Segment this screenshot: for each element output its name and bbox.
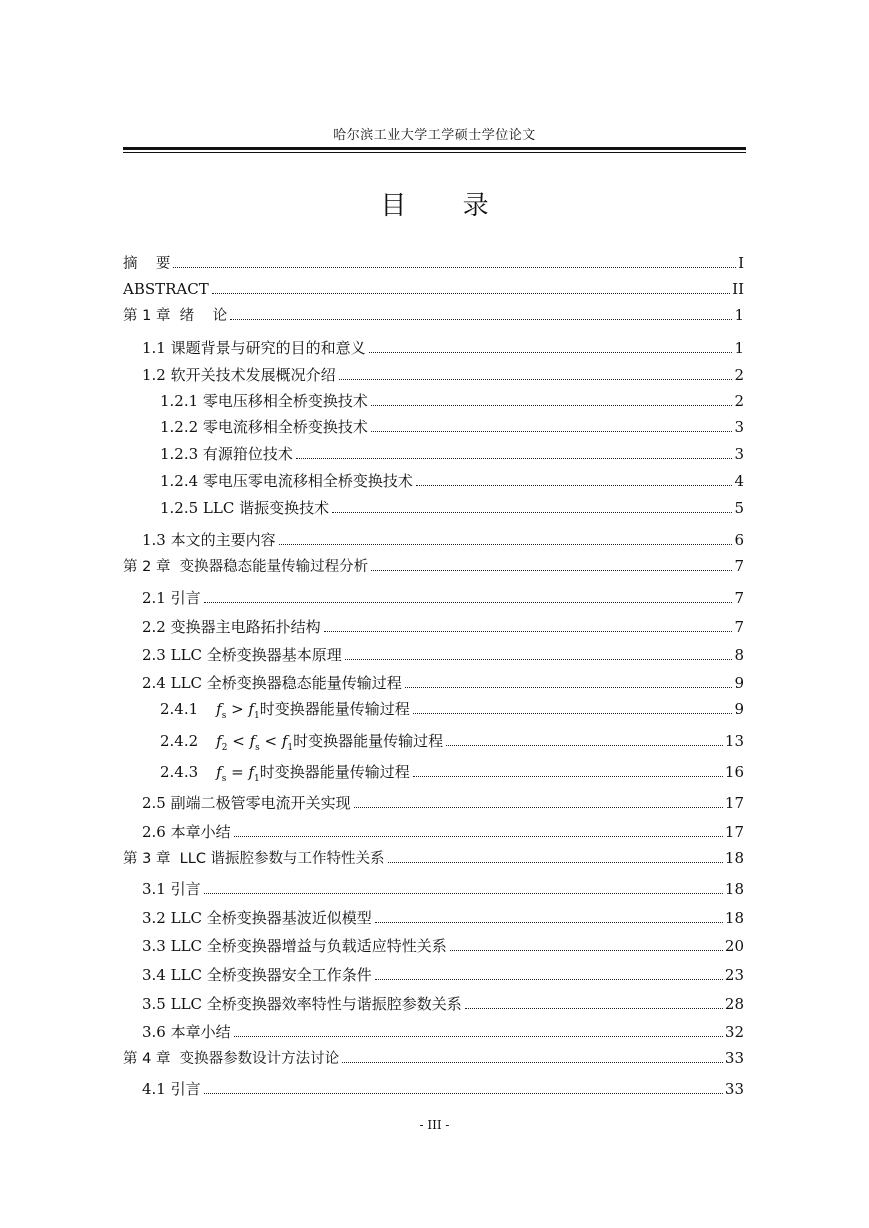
leader-dots [234, 836, 723, 837]
toc-entry[interactable] [123, 555, 744, 577]
toc-entry-suffix: 时变换器能量传输过程 [259, 700, 410, 718]
toc-entry[interactable] [142, 587, 744, 609]
toc-entry-page: 1 [734, 339, 744, 357]
toc-entry-label: 2.4 LLC 全桥变换器稳态能量传输过程 [142, 674, 402, 692]
toc-entry-label: ABSTRACT [123, 280, 209, 298]
leader-dots [465, 1008, 723, 1009]
leader-dots [230, 319, 732, 320]
toc-entry-label: 2.4.1 [160, 700, 199, 718]
toc-entry-suffix: 时变换器能量传输过程 [293, 732, 444, 750]
toc-entry-page: 2 [734, 392, 744, 410]
leader-dots [332, 512, 732, 513]
toc-entry-page: 7 [734, 589, 744, 607]
toc-entry[interactable] [123, 278, 744, 300]
toc-entry-page: 33 [724, 1080, 744, 1098]
leader-dots [342, 1062, 723, 1063]
toc-entry[interactable] [142, 672, 744, 694]
toc-entry[interactable] [160, 761, 744, 783]
toc-entry-page: 32 [724, 1023, 744, 1041]
toc-entry[interactable] [142, 616, 744, 638]
toc-entry[interactable] [142, 878, 744, 900]
leader-dots [416, 485, 733, 486]
toc-entry-label: 3.4 LLC 全桥变换器安全工作条件 [142, 966, 372, 984]
toc-entry-label: 1.2 软开关技术发展概况介绍 [142, 366, 336, 384]
leader-dots [212, 293, 730, 294]
toc-entry-label: 2.4.3 [160, 763, 199, 781]
leader-dots [369, 352, 733, 353]
toc-entry-page: 20 [724, 937, 744, 955]
toc-entry-label: 1.2.1 零电压移相全桥变换技术 [160, 392, 368, 410]
toc-entry-page: 9 [734, 700, 744, 718]
toc-entry-label: 第 4 章 变换器参数设计方法讨论 [123, 1051, 340, 1067]
toc-entry[interactable] [142, 1021, 744, 1043]
leader-dots [371, 431, 733, 432]
toc-entry-page: 16 [724, 763, 744, 781]
toc-entry-label: 3.5 LLC 全桥变换器效率特性与谐振腔参数关系 [142, 995, 462, 1013]
leader-dots [296, 458, 733, 459]
leader-dots [339, 379, 733, 380]
toc-entry-page: 3 [734, 445, 744, 463]
leader-dots [173, 267, 736, 268]
toc-entry-label: 3.2 LLC 全桥变换器基波近似模型 [142, 909, 372, 927]
toc-entry-page: 17 [724, 823, 744, 841]
leader-dots [413, 713, 733, 714]
toc-entry[interactable] [142, 644, 744, 666]
leader-dots [204, 893, 723, 894]
toc-entry-page: I [738, 254, 744, 272]
toc-entry-page: 8 [734, 646, 744, 664]
toc-entry-label: 4.1 引言 [142, 1080, 201, 1098]
toc-entry-page: 17 [724, 794, 744, 812]
leader-dots [354, 807, 723, 808]
leader-dots [405, 687, 733, 688]
toc-entry-label: 2.2 变换器主电路拓扑结构 [142, 618, 321, 636]
leader-dots [204, 1093, 723, 1094]
page-number: - III - [419, 1118, 450, 1132]
toc-entry-page: 33 [724, 1049, 744, 1067]
toc-entry-label: 第 1 章 绪 论 [123, 308, 228, 324]
toc-entry[interactable] [142, 337, 744, 359]
toc-entry[interactable] [142, 964, 744, 986]
toc-entry-formula: $f_2 < f_s < f_1$ [216, 732, 294, 753]
toc-entry-label: 第 3 章 LLC 谐振腔参数与工作特性关系 [123, 851, 385, 867]
toc-entry-label: 2.3 LLC 全桥变换器基本原理 [142, 646, 342, 664]
toc-entry[interactable] [142, 529, 744, 551]
leader-dots [345, 659, 733, 660]
toc-entry-label: 摘 要 [123, 256, 171, 272]
toc-entry-page: 13 [724, 732, 744, 750]
toc-entry[interactable] [123, 1047, 744, 1069]
toc-entry-page: 2 [734, 366, 744, 384]
toc-entry-label: 1.3 本文的主要内容 [142, 531, 276, 549]
toc-entry-label: 1.2.5 LLC 谐振变换技术 [160, 499, 330, 517]
toc-entry[interactable] [160, 390, 744, 412]
leader-dots [371, 570, 732, 571]
toc-entry[interactable] [160, 470, 744, 492]
leader-dots [204, 602, 733, 603]
toc-entry[interactable] [142, 907, 744, 929]
toc-entry[interactable] [142, 993, 744, 1015]
toc-entry-page: 6 [734, 531, 744, 549]
toc-entry-page: 4 [734, 472, 744, 490]
toc-entry-page: 18 [724, 880, 744, 898]
leader-dots [279, 544, 733, 545]
toc-entry-page: 3 [734, 418, 744, 436]
toc-entry-page: 18 [724, 849, 744, 867]
toc-entry[interactable] [142, 364, 744, 386]
toc-entry[interactable] [142, 935, 744, 957]
toc-entry-label: 第 2 章 变换器稳态能量传输过程分析 [123, 559, 369, 575]
toc-entry[interactable] [160, 416, 744, 438]
toc-entry-label: 3.6 本章小结 [142, 1023, 231, 1041]
toc-entry-suffix: 时变换器能量传输过程 [259, 763, 410, 781]
toc-entry-page: II [732, 280, 744, 298]
leader-dots [324, 631, 733, 632]
toc-entry-label: 2.5 副端二极管零电流开关实现 [142, 794, 351, 812]
toc-entry-page: 5 [734, 499, 744, 517]
toc-entry-formula: $f_s > f_1$ [216, 700, 260, 721]
toc-entry-page: 1 [734, 306, 744, 324]
toc-entry-page: 7 [734, 557, 744, 575]
toc-entry-label: 1.2.3 有源箝位技术 [160, 445, 293, 463]
toc-entry-label: 3.3 LLC 全桥变换器增益与负载适应特性关系 [142, 937, 447, 955]
toc-entry-label: 1.2.2 零电流移相全桥变换技术 [160, 418, 368, 436]
toc-entry[interactable] [160, 730, 744, 752]
leader-dots [371, 405, 733, 406]
toc-entry[interactable] [142, 821, 744, 843]
leader-dots [375, 922, 723, 923]
toc-entry[interactable] [142, 792, 744, 814]
toc-entry-label: 1.1 课题背景与研究的目的和意义 [142, 339, 366, 357]
toc-entry-page: 28 [724, 995, 744, 1013]
toc-entry-label: 2.1 引言 [142, 589, 201, 607]
leader-dots [413, 776, 723, 777]
toc-entry[interactable] [123, 304, 744, 326]
toc-entry-page: 7 [734, 618, 744, 636]
leader-dots [446, 745, 723, 746]
toc-entry[interactable] [160, 443, 744, 465]
leader-dots [388, 862, 723, 863]
toc-entry[interactable] [123, 847, 744, 869]
toc-entry[interactable] [160, 497, 744, 519]
toc-entry-label: 2.6 本章小结 [142, 823, 231, 841]
toc-entry-page: 18 [724, 909, 744, 927]
leader-dots [450, 950, 723, 951]
page-title: 目 录 [380, 191, 513, 221]
toc-entry-page: 23 [724, 966, 744, 984]
toc-entry-label: 1.2.4 零电压零电流移相全桥变换技术 [160, 472, 413, 490]
toc-entry-label: 2.4.2 [160, 732, 199, 750]
toc-entry-label: 3.1 引言 [142, 880, 201, 898]
leader-dots [375, 979, 723, 980]
toc-entry[interactable] [123, 252, 744, 274]
leader-dots [234, 1036, 723, 1037]
toc-entry[interactable] [142, 1078, 744, 1100]
running-header: 哈尔滨工业大学工学硕士学位论文 [333, 128, 536, 143]
toc-entry-formula: $f_s = f_1$ [216, 763, 260, 784]
toc-entry[interactable] [160, 698, 744, 720]
toc-entry-page: 9 [734, 674, 744, 692]
